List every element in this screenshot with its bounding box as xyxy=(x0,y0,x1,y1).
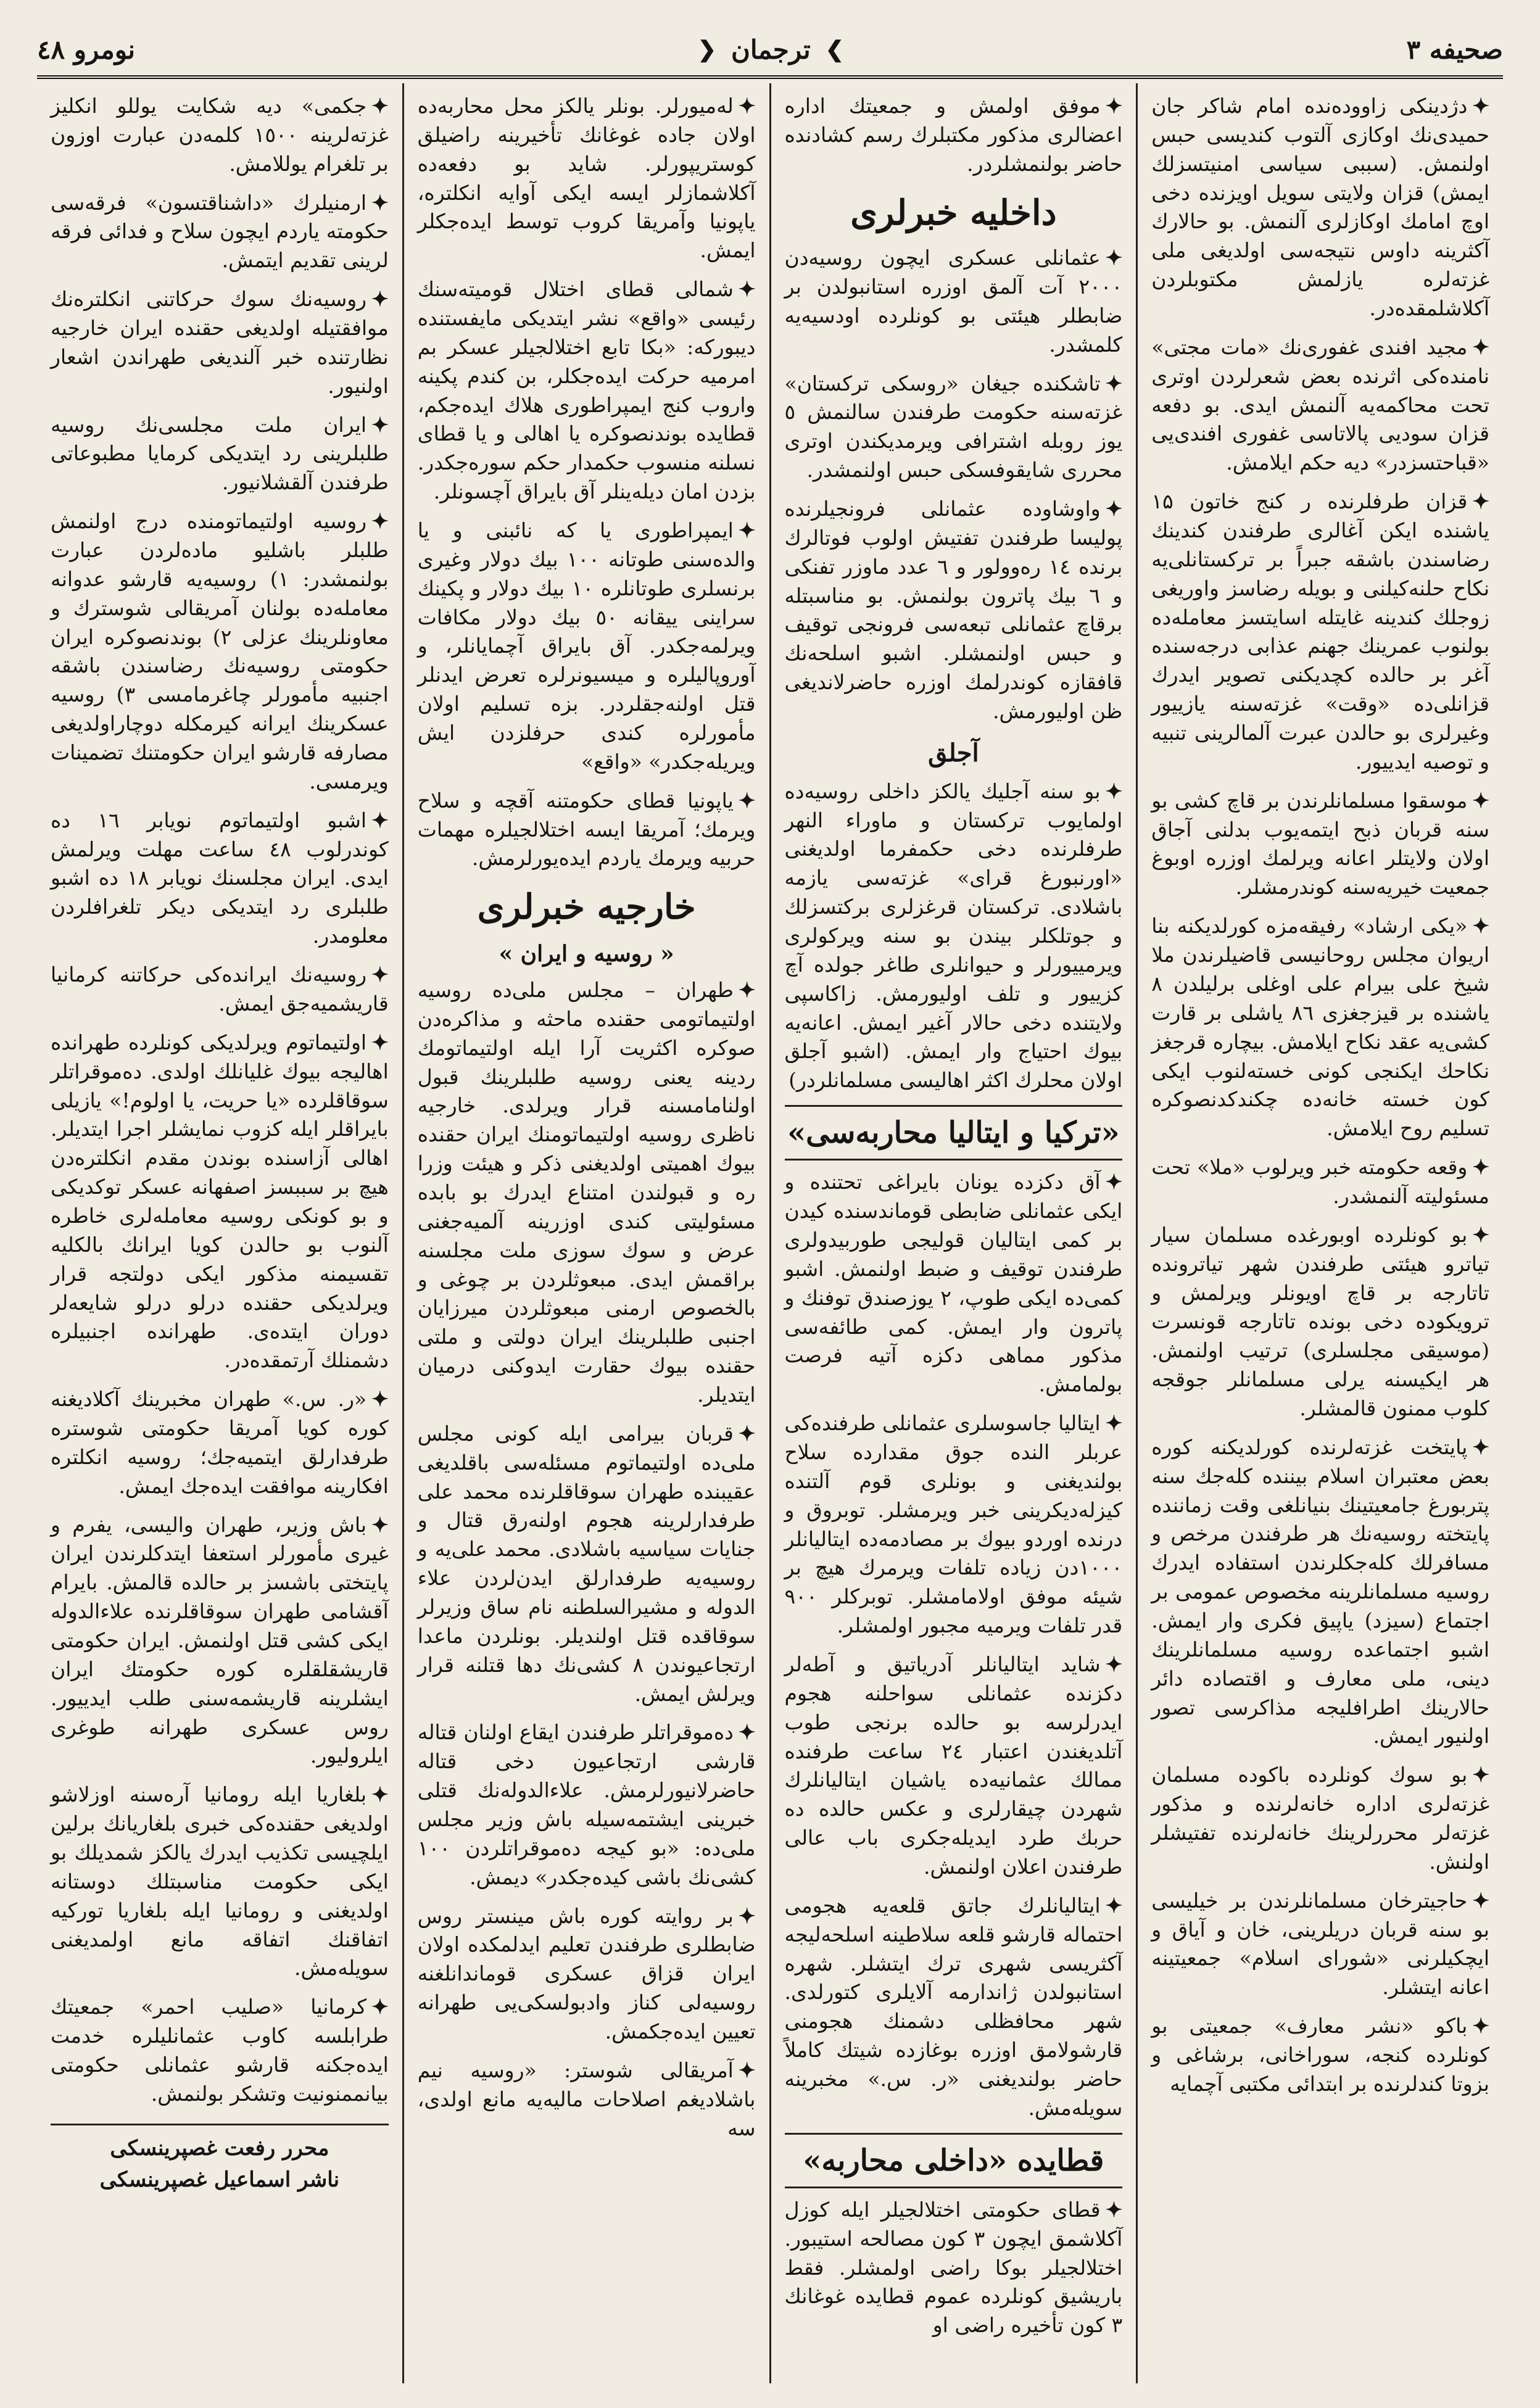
bullet-icon: ✦ xyxy=(738,1903,756,1928)
news-item xyxy=(418,787,756,874)
bullet-icon: ✦ xyxy=(371,1030,389,1054)
bullet-icon: ✦ xyxy=(738,277,756,302)
bullet-icon: ✦ xyxy=(371,962,389,987)
bullet-icon: ✦ xyxy=(1472,1222,1489,1247)
bullet-icon: ✦ xyxy=(371,190,389,215)
news-item-text: ایتالیانلرك جاتق قلعه‌یه هجومی احتماله قارشو قلعه سلاطینه اسلحه‌لیجه آکثریسی شهری ترك ایتشلر. شهره استانبولدن ژاندارمه آلایلری کتورلدی. شهر محافظلی دشمنك هجومنی قارشولامق اوزره بوغازده شیتك کاملاً حاضر بولندیغنی «ر. س.» مخبرینه سویله‌مش. xyxy=(784,1893,1123,2120)
news-item xyxy=(51,1385,389,1500)
news-item xyxy=(785,1168,1123,1399)
column-2 xyxy=(769,83,1136,2383)
news-item xyxy=(785,495,1123,726)
header-rule xyxy=(37,75,1503,79)
news-item-text: بلغاریا ایله رومانیا آره‌سنه اوزلاشو اولدیغی حقنده‌کی خبری بلغاریانك برلین ایلچیسی تکذیب ایدرك یالکز شمدیلك بو ایکی حکومت مناسبتلك دوستانه اولدیغنی و رومانیا ایله بلغاریا تورکیه اتفاقنك اتفاقه مانع اولمدیغنی سویله‌مش. xyxy=(51,1782,389,1980)
news-item xyxy=(418,976,756,1410)
boxed-headline: قطایده «داخلی محاربه» xyxy=(785,2133,1123,2188)
bullet-icon: ✦ xyxy=(1105,1652,1123,1676)
news-item-text: اولتیماتوم ویرلدیکی کونلرده طهرانده اهالیجه بیوك غلیانلك اولدی. دەموقراتلر سوقاقلرده «یا حریت، یا اولوم!» یازیلی بایراقلر ایله کزوب نمایشلر اجرا ایتدیلر. اهالی آزاسنده بوندن مقدم انکلتره‌دن هیچ بر سببسز اصفهانه عسکر توکدیکی و بو کونکی روسیه معامله‌لری خاطره آلنوب بو حالدن کویا ایرانك بالکلیه تقسیمنه مذکور ایکی دولتجه قرار ویرلدیکی حقنده درلو درلو شایعه‌لر دوران ایتده‌ی. طهرانده اجنبیلره دشمنلك آرتمقده‌در. xyxy=(51,1030,389,1373)
bullet-icon: ✦ xyxy=(371,1782,389,1807)
bullet-icon: ✦ xyxy=(1472,1763,1489,1787)
news-item-text: جکمی» دیه شکایت یوللو انکلیز غزته‌لرینه ۱٥۰۰ کلمه‌دن عبارت اوزون بر تلغرام یوللامش. xyxy=(51,94,389,176)
bullet-icon: ✦ xyxy=(1472,334,1489,359)
news-item xyxy=(1151,2012,1489,2099)
news-item-text: آق دکزده یونان بایراغی تحتنده و ایکی عثمانلی ضابطی قوماندسنده کیدن بر کمی ایتالیان قولیجی طوربیدولری طرفندن توقیف و ضبط اولنمش. اشبو کمی‌ده ایکی طوپ، ۲ یوزصندق توفنك و پاترون وار ایمش. کمی طائفه‌سی مذکور مماهی دکزه آتیه فرصت بولمامش. xyxy=(784,1170,1123,1397)
news-item xyxy=(785,777,1123,1095)
news-item xyxy=(51,285,389,400)
ornament-headline: آجلق xyxy=(928,738,979,767)
news-item xyxy=(51,1781,389,1983)
bullet-icon: ✦ xyxy=(738,1421,756,1446)
news-item-text: باش وزیر، طهران والیسی، یفرم و غیری مأمورلر استعفا ایتدکلرندن ایران پایتختی باشسز بر حالده قالمش. بایرام آقشامی طهران سوقاقلرنده علاءالدوله ایکی کشی قتل اولنمش. ایران حکومتی قاریشقلقلره کوره حکومتك ایران ایشلرینه قاریشمه‌سنی طلب ایدییور. روس عسکری طهرانه طوغری ایلرولیور. xyxy=(51,1512,389,1768)
page-label: صحیفه ۳ xyxy=(1406,34,1503,65)
column-4 xyxy=(37,83,402,2383)
ornament-icon: ❯ xyxy=(825,36,844,62)
column-3 xyxy=(402,83,769,2383)
news-item-text: تاشکنده جیغان «روسکی ترکستان» غزته‌سنه حکومت طرفندن سالنمش ٥ یوز روبله اشترافی ویرمدیکندن اوتری محرری شایقوفسکی حبس اولنمشدر. xyxy=(784,371,1123,482)
news-item xyxy=(51,92,389,179)
news-item xyxy=(51,1511,389,1771)
news-item xyxy=(785,92,1123,179)
bullet-icon: ✦ xyxy=(738,1720,756,1745)
bullet-icon: ✦ xyxy=(371,94,389,118)
news-item xyxy=(1151,92,1489,323)
bullet-icon: ✦ xyxy=(371,1995,389,2019)
publisher-line: ناشر اسماعیل غصپرینسکی xyxy=(99,2167,340,2192)
column-1 xyxy=(1136,83,1503,2383)
news-item xyxy=(418,1718,756,1892)
news-item-text: باکو «نشر معارف» جمعیتی بو کونلرده کنجه، سوراخانی، برشاغی و بزوتا کندلرنده بر ابتدائی مکتبی آچمایه xyxy=(1151,2014,1489,2096)
bullet-icon: ✦ xyxy=(738,977,756,1002)
bullet-icon: ✦ xyxy=(738,2058,756,2082)
masthead-title: ترجمان xyxy=(731,34,811,65)
news-item-text: ایتالیا جاسوسلری عثمانلی طرفنده‌کی عربلر الندە جوق مقدارده سلاح بولندیغنی و بونلری قوم آلتنده کیزله‌دیکرینی خبر ویرمشلر. توبروق و درنده اوردو بیوك بر مصادمه‌ده ایتالیانلر ۱۰۰۰دن زیاده تلفات ویرمرك هیچ بر شیئه موفق اولامامشلر. توبرکلر ۹۰۰ قدر تلفات ویرمیه مجبور اولمشلر. xyxy=(784,1411,1123,1638)
news-item-text: ایمپراطوری یا که نائبنی و یا والده‌سنی طوتانه ۱۰۰ بیك دولار وغیری برنسلری طوتانلره ۱۰ بیك دولار و پکینك سراینی ییقانه ٥۰ بیك دولار مکافات ویرلمه‌جکدر. آق بایراق آچمایانلر، و آوروپالیلره و میسیونرلره تعرض ایدنلر قتل اولنه‌جقلردر. بزه تسلیم اولان مأمورلره کندی حرفلزدن ایش ویریله‌جکدر» «واقع» xyxy=(417,518,756,774)
news-item-text: ارمنیلرك «داشناقتسون» فرقه‌سی حکومته یاردم ایچون سلاح و فدائی فرقه لرینی تقدیم ایتمش. xyxy=(51,190,389,273)
news-item-text: لەمیورلر. بونلر یالکز محل محاربه‌ده اولان جاده غوغانك تأخیرینه راضیلق کوستریپورلر. شاید بو دفعه‌ده آکلاشمازلر ایسه ایکی آوایه انکلتره، یاپونیا وآمریقا کروب توسط ایده‌جکلر ایمش. xyxy=(417,94,756,263)
news-item xyxy=(1151,1221,1489,1423)
news-item-text: ایران ملت مجلسی‌نك روسیه طلبلرینی رد ایتدیکی کرمایا مطبوعاتی طرفندن آلقشلانیور. xyxy=(51,412,389,495)
article-columns xyxy=(37,83,1503,2383)
news-item xyxy=(418,2056,756,2143)
bullet-icon: ✦ xyxy=(371,808,389,832)
bullet-icon: ✦ xyxy=(371,1512,389,1537)
news-item xyxy=(51,411,389,498)
news-item xyxy=(51,1028,389,1375)
news-item-text: موسقوا مسلمانلرندن بر قاچ کشی بو سنه قربان ذبح ایتمه‌یوب بدلنی آجاق اولان ولایتلر اعانه ویرلمك اوزره اوبوغ جمعیت خیریه‌سنه کوندرمشلر. xyxy=(1151,788,1489,900)
news-item xyxy=(1151,1887,1489,2002)
bullet-icon: ✦ xyxy=(1105,779,1123,803)
news-item-text: شمالی قطای اختلال قومیته‌سنك رئیسی «واقع» نشر ایتدیکی مایفستنده دیبورکه: «بکا تابع اختلالجیلر عسکر بم امرمیه حرکت ایده‌جکلر، بن کندم پکینه واروب کنج ایمپراطوری هلاك ایده‌جکم، قطایده بوندنصوکره یا اهالی و یا قطای نسلنه منسوب حکمدار حکم سوره‌جکدر. بزدن امان دیله‌ینلر آق بایراق آچسونلر. xyxy=(417,277,756,504)
bullet-icon: ✦ xyxy=(371,412,389,437)
bullet-icon: ✦ xyxy=(1472,1434,1489,1459)
news-item-text: کرمانیا «صلیب احمر» جمعیتك طرابلسه کاوب عثمانلیلره خدمت ایده‌جکنه قارشو عثمانلی حکومتی بیانممنونیت وتشکر بولنمش. xyxy=(51,1995,389,2106)
news-item xyxy=(1151,1433,1489,1751)
ornament-icon: ❮ xyxy=(697,36,716,62)
news-item-text: اشبو اولتیماتوم نویابر ۱٦ ده کوندرلوب ٤۸ ساعت مهلت ویرلمش ایدی. ایران مجلسنك نویابر ۱۸ ده اشبو طلبلری رد ایتدیکی دیکر تلغرافلردن معلومدر. xyxy=(51,808,389,948)
news-item xyxy=(418,516,756,777)
news-item-text: یاپونیا قطای حکومتنه آقچه و سلاح ویرمك؛ آمریقا ایسه اختلالجیلره مهمات حربیه ویرمك یاردم ایده‌یورلرمش. xyxy=(417,788,756,871)
news-item xyxy=(51,961,389,1019)
bullet-icon: ✦ xyxy=(1472,489,1489,514)
bullet-icon: ✦ xyxy=(738,94,756,118)
boxed-headline: «ترکیا و ایتالیا محاربه‌سی» xyxy=(785,1105,1123,1161)
news-item xyxy=(785,2196,1123,2340)
bullet-icon: ✦ xyxy=(1472,1155,1489,1180)
news-item xyxy=(1151,1153,1489,1211)
news-item xyxy=(418,92,756,265)
news-item-text: بو سنه آجلیك یالکز داخلی روسیه‌ده اولمایوب ترکستان و ماوراء النهر طرفلرنده دخی حکمفرما اولدیغنی «اورنبورغ قرای» غزته‌سی یازمه باشلادی. ترکستان قرغزلری برکتسزلك و جوتلکلر بیندن بو سنه ویرکولری ویرمییورلر و حیوانلری طاغر جولده آچ کزییور و تلف اولیورمش. زاکاسپی ولایتنده دخی حالار آغیر ایمش. اعانه‌یه بیوك احتیاج وار ایمش. (اشبو آجلق اولان محلرك اکثر اهالیسی مسلمانلردر) xyxy=(784,779,1123,1093)
news-item-text: دەموقراتلر طرفندن ایقاع اولنان قتاله قارشی ارتجاعیون دخی قتاله حاضرلانیورلرمش. علاءالدوله‌نك قتلی خبرینی ایشتمه‌سیله باش وزیر مجلس ملی‌ده: «بو کیجه دەموقراتلردن ۱۰۰ کشی‌نك باشی کیده‌جکدر» دیمش. xyxy=(417,1720,756,1889)
bullet-icon: ✦ xyxy=(1472,788,1489,813)
news-item-text: قطای حکومتی اختلالجیلر ایله کوزل آکلاشمق ایچون ۳ کون مصالحه استیبور. اختلالجیلر بوکا راضی اولمشلر. فقط باریشیق کونلرده عموم قطایده غوغانك ۳ کون تأخیره راضی او xyxy=(784,2197,1123,2338)
news-item-text: مجید افندی غفوری‌نك «مات مجتی» نامنده‌کی اثرنده بعض شعرلردن اوتری تحت محاکمه‌یه آلنمش ایدی. بو دفعه قزان سودیی پالاتاسی غفوری افندی‌یی «قباحتسزدر» دیه حکم ایلامش. xyxy=(1151,334,1489,475)
bullet-icon: ✦ xyxy=(1105,1893,1123,1918)
section-title: خارجیه خبرلری xyxy=(477,887,696,928)
news-item-text: دژدینکی زاووده‌نده امام شاکر جان حمیدی‌نك اوکازی آلتوب کندیسی حبس اولنمش. (سببی سیاسی امنیتسزلك ایمش) قزان ولایتی سویل اویزنده دخی اوچ امامك اوکازلری آلنمش. بو حالارك آکثرینه داوس نتیجه‌سی اولدیغی ملی غزته‌لره یازلمش مکتوبلردن آکلاشلمقده‌در. xyxy=(1151,94,1489,321)
section-title: داخلیه خبرلری xyxy=(850,192,1057,233)
news-item-text: وقعه حکومته خبر ویرلوب «ملا» تحت مسئولیته آلنمشدر. xyxy=(1151,1155,1489,1208)
news-item xyxy=(418,275,756,507)
news-item-text: شاید ایتالیانلر آدریاتیق و آطه‌لر دکزنده عثمانلی سواحلنه هجوم ایدرلرسه بو حالده برنجی طوب آتلدیغندن اعتبار ۲٤ ساعت طرفنده ممالك عثمانیه‌ده یاشیان ایتالیانلرك شهردن چیقارلری و عکس حالده ده حربك طرد ایدیله‌جکری باب عالی طرفندن اعلان اولنمش. xyxy=(784,1652,1123,1879)
news-item-text: پایتخت غزته‌لرنده کورلدیکنه کوره بعض معتبران اسلام بیننده کله‌جك سنه پتربورغ جامعیتینك بنیانلغی وقت زماننده پایتخته روسیه‌نك هر طرفندن مرخص و مسافرلك کله‌جکلرندن استفاده ایدرك روسیه مسلمانلرینه مخصوص عمومی بر اجتماع (سیزد) یاپیق فکری وار ایمش. اشبو اجتماعده روسیه مسلمانلرینك دینی، ملی معارف و اقتصاده دائر حالارینك اطرافلیجه مذاکرسی تصور اولنیور ایمش. xyxy=(1151,1434,1489,1748)
bullet-icon: ✦ xyxy=(1105,94,1123,118)
news-item xyxy=(418,1420,756,1709)
news-item-text: عثمانلی عسکری ایچون روسیه‌دن ۲۰۰۰ آت آلمق اوزره استانبولدن بر ضابطلر هیئتی بو کونلرده اودسیه‌یه کلمشدر. xyxy=(784,246,1123,357)
news-item xyxy=(1151,487,1489,777)
bullet-icon: ✦ xyxy=(738,788,756,813)
news-item-text: طهران – مجلس ملی‌ده روسیه اولتیماتومی حقنده ماحثه و مذاکره‌دن صوکره اکثریت آرا ایله اولتیماتومك ردینه یعنی روسیه طلبلرینك قبول اولنامامسنه قرار ویرلدی. خارجیه ناظری روسیه اولتیماتومنك ایران حقنده بیوك اهمیتی اولدیغنی ذکر و هیئت وزرا ره و قبولندن امتناع ایدرك بو بابده مسئولیتی کندی اوزرینه آلمیه‌جغنی عرض و سوك سوزی ملت مجلسنه براقمش ایدی. مبعوثلردن بر چوغی و بالخصوص ارمنی مبعوثلردن میرزایان اجنبی طلبلرینك ایران دولتی و ملتی حقنده بیوك حقارت ایدوکنی درمیان ایتدیلر. xyxy=(417,977,756,1407)
news-item-text: بر روایته کوره باش مینستر روس ضابطلری طرفندن تعلیم ایدلمکده اولان ایران قزاق عسکری قوماندانلغنه روسیه‌لی کناز وادبولسکی‌یی طهرانه تعیین ایده‌جکمش. xyxy=(417,1903,756,2044)
news-item xyxy=(51,507,389,796)
bullet-icon: ✦ xyxy=(371,287,389,312)
page-header xyxy=(37,25,1503,74)
news-item xyxy=(1151,787,1489,902)
news-item-text: روسیه اولتیماتومنده درج اولنمش طلبلر باشلیو ماده‌لردن عبارت بولنمشدر: ۱) روسیه‌یه قارشو عدوانه معامله‌ده بولنان آمریقالی شوسترك و معاونلرینك عزلی ۲) بوندنصوکره ایران حکومتی روسیه‌نك رضاسندن باشقه اجنبیه مأمورلر چاغرمامسی ۳) روسیه عسکرینك ایرانه کیرمکله دوچاراولدیغی مصارفه قارشو ایران حکومتنك تضمینات ویرمسی. xyxy=(51,509,389,793)
bullet-icon: ✦ xyxy=(1472,914,1489,938)
issue-label: نومرو ٤٨ xyxy=(37,34,136,65)
news-item xyxy=(51,189,389,276)
news-item xyxy=(1151,333,1489,478)
bullet-icon: ✦ xyxy=(738,518,756,543)
news-item xyxy=(785,370,1123,485)
editor-line: محرر رفعت غصپرینسکی xyxy=(110,2135,329,2161)
bullet-icon: ✦ xyxy=(1105,1411,1123,1436)
bullet-icon: ✦ xyxy=(371,1387,389,1412)
news-item xyxy=(1151,912,1489,1143)
news-item xyxy=(785,1409,1123,1641)
masthead xyxy=(698,35,844,65)
bullet-icon: ✦ xyxy=(1105,246,1123,270)
news-item xyxy=(51,1993,389,2108)
news-item-text: حاجیترخان مسلمانلرندن بر خیلیسی بو سنه قربان دریلرینی، خان و آیاق و ایچکیلرنی «شورای اسلام» جمعیتینه اعانه ایتشلر. xyxy=(1151,1888,1489,2000)
bullet-icon: ✦ xyxy=(1472,94,1489,118)
editor-signature xyxy=(51,2124,389,2196)
news-item-text: بو سوك کونلرده باکوده مسلمان غزته‌لری اداره خانه‌لرنده و مذکور غزته‌لر محررلرینك خانه‌لرنده تفتیشلر اولنش. xyxy=(1151,1763,1489,1874)
bullet-icon: ✦ xyxy=(1105,496,1123,521)
bullet-icon: ✦ xyxy=(1105,371,1123,395)
news-item xyxy=(785,1892,1123,2123)
news-item xyxy=(1151,1761,1489,1876)
bullet-icon: ✦ xyxy=(1105,2197,1123,2222)
news-item-text: «یکی ارشاد» رفیقه‌مزه کورلدیکنه بنا اریوان مجلس روحانیسی قاضیلرندن ملا شیخ علی بیرام علی اوغلی برلیلدن ۸ یاشنده بر قیزجغزی ۸٦ یاشلی بر قارت کشی‌یه عقد نکاح ایلامش. بیچاره قرجغز نکاحك ایکنجی کونی خسته‌لنوب ایکی کون خسته خانه‌ده چکندکدنصوکره تسلیم روح ایلامش. xyxy=(1151,914,1489,1141)
news-item-text: قزان طرفلرنده ر کنج خاتون ۱۵ یاشنده ایکن آغالری طرفندن کندینك رضاسندن باشقه جبراً بر ترکستانلی‌یه نکاح حلنه‌کیلنی و بویله رضاسز واوریغی زوجلك کندینه غایتله اسایتسز معامله‌ده بولنوب عمرینك جهنم عذابی درجه‌سنده آغر بر حالده کچدیکنی تصویر ایدرك قزانلی‌ده «وقت» غزته‌سنه یازییور وغیرلری بو حالدن عبرت آلمالرینی تنبیه و توصیه ایدییور. xyxy=(1151,489,1489,774)
bullet-icon: ✦ xyxy=(1105,1170,1123,1194)
news-item-text: آمریقالی شوستر: «روسیه نیم باشلادیغم اصلاحات مالیه‌یه مانع اولدی، سه xyxy=(417,2058,756,2140)
sub-headline: « روسیه و ایران » xyxy=(499,940,674,967)
news-item-text: قربان بیرامی ایله کونی مجلس ملی‌ده اولتیماتوم مسئله‌سی باقلدیغی عقیبنده طهران سوقاقلرنده محمد علی طرفدارلرینه هجوم اولنه‌رق قتال و جنایات سیاسیه باشلادی. محمد علی‌یه و روسیه‌یه طرفدارلق ایدن‌لردن علاء الدوله و مشیرالسلطنه نام ساق وزیرلر سوقاقده قتل اولندیلر. بونلردن ماعدا ارتجاعیوندن ۸ کشی‌نك دها قتلنه قرار ویرلش ایمش. xyxy=(417,1421,756,1706)
news-item-text: روسیه‌نك ایرانده‌کی حرکاتنه کرمانیا قاریشمیه‌جق ایمش. xyxy=(51,962,389,1016)
news-item xyxy=(51,806,389,951)
news-item xyxy=(418,1902,756,2046)
news-item-text: موفق اولمش و جمعیتك اداره اعضالری مذکور مکتبلرك رسم کشادنده حاضر بولنمشلردر. xyxy=(784,94,1123,176)
news-item-text: واوشاوده عثمانلی فرونجیلرنده پولیسا طرفندن تفتیش اولوب فوتالرك برنده ۱٤ رەوولور و ٦ عدد ماوزر تفنکی و ٦ بیك پاترون بولنمش. بو مناسبتله برقاچ عثمانلی تبعه‌سی فرونجی توقیف و حبس اولنمشلر. اشبو اسلحه‌نك قافقازه کوندرلمك اوزره حاضرلاندیغی ظن اولیورمش. xyxy=(784,496,1123,723)
news-item-text: روسیه‌نك سوك حرکاتنی انکلتره‌نك موافقتیله اولدیغی حقنده ایران خارجیه نظارتنده خبر آلندیغی طهراندن اشعار اولنیور. xyxy=(51,287,389,398)
bullet-icon: ✦ xyxy=(1472,2014,1489,2038)
news-item-text: «ر. س.» طهران مخبرینك آکلادیغنه کوره کویا آمریقا حکومتی شوستره طرفدارلق ایتمیه‌جك؛ روسیه انکلتره افکارینه موافقت ایده‌جك ایمش. xyxy=(51,1387,389,1498)
news-item-text: بو کونلرده اوبورغده مسلمان سیار تیاترو هیئتی طرفندن شهر تیاترونده تاتارجه بر قاچ اویونلر ویرلمش و ترویکوده دخی بونده تاتارجه قونسرت (موسیقی مجلسلری) ترتیب اولنمش. هر ایکیسنه یرلی مسلمانلر جوقجه کلوب ممنون قالمشلر. xyxy=(1151,1222,1489,1420)
news-item xyxy=(785,244,1123,359)
bullet-icon: ✦ xyxy=(1472,1888,1489,1913)
news-item xyxy=(785,1650,1123,1882)
bullet-icon: ✦ xyxy=(371,509,389,534)
